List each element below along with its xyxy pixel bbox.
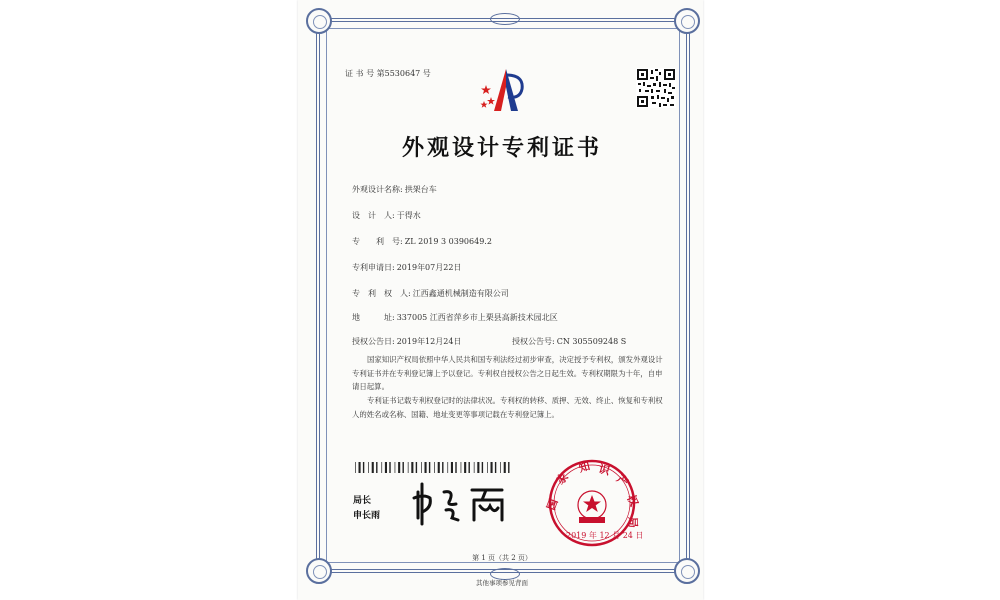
svg-text:产: 产 [614,472,631,490]
field-address [352,312,558,323]
svg-text:国: 国 [544,497,561,513]
svg-text:识: 识 [597,462,612,478]
corner-ornament-icon [674,8,700,34]
footer-note: 其他事项参见背面 [476,579,528,587]
top-ornament-icon [490,13,520,25]
svg-text:家: 家 [553,470,571,488]
seal-date: 2019 年 12 月 24 日 [566,531,644,540]
handwritten-signature-icon [410,478,520,526]
field-label: 外观设计名称: [352,185,403,194]
field-value: 拱架台车 [404,185,437,194]
field-value: 2019年12月24日 [396,337,462,346]
corner-ornament-icon [306,8,332,34]
field-label: 授权公告号: [512,337,555,346]
field-label: 授权公告日: [352,337,395,346]
page-number: 第 1 页（共 2 页） [472,554,532,562]
field-value: 2019年07月22日 [396,263,462,272]
field-grant-date [352,336,461,347]
patent-office-logo-icon [478,65,534,117]
qr-code-icon [636,68,676,108]
field-design-name [352,184,437,195]
certificate-legal-note: 专利证书记载专利权登记时的法律状况。专利权的转移、质押、无效、终止、恢复和专利权人的姓名或名称、国籍、地址变更等事项记载在专利登记簿上。 [352,396,663,419]
field-label: 设 计 人: [352,211,395,220]
field-grant-number [512,336,626,347]
field-label: 地 址: [352,313,395,322]
field-value: ZL 2019 3 0390649.2 [404,237,492,246]
certificate-title: 外观设计专利证书 [401,136,602,161]
svg-text:局: 局 [626,516,640,529]
certificate-statement: 国家知识产权局依照中华人民共和国专利法经过初步审查，决定授予专利权，颁发外观设计专利证书并在专利登记簿上予以登记。专利权自授权公告之日起生效。专利权期限为十年，自申请日起算。 [352,355,663,391]
field-designer [352,210,421,221]
svg-text:知: 知 [577,459,592,475]
field-patent-number [352,236,492,247]
field-value: 江西鑫通机械制造有限公司 [412,289,509,298]
signatory-name: 申长雨 [353,511,381,521]
svg-text:权: 权 [624,492,641,509]
barcode-icon [355,462,510,473]
field-value: CN 305509248 S [556,337,627,346]
field-application-date [352,262,461,273]
corner-ornament-icon [674,558,700,584]
field-label: 专 利 号: [352,237,403,246]
signature-title: 局长 [353,496,372,506]
field-label: 专 利 权 人: [352,289,411,298]
field-patentee [352,288,509,299]
corner-ornament-icon [306,558,332,584]
field-value: 于得水 [396,211,421,220]
certificate-number: 证 书 号 第5530647 号 [345,69,431,78]
field-label: 专利申请日: [352,263,395,272]
field-value: 337005 江西省萍乡市上栗县高新技术园北区 [396,313,558,322]
